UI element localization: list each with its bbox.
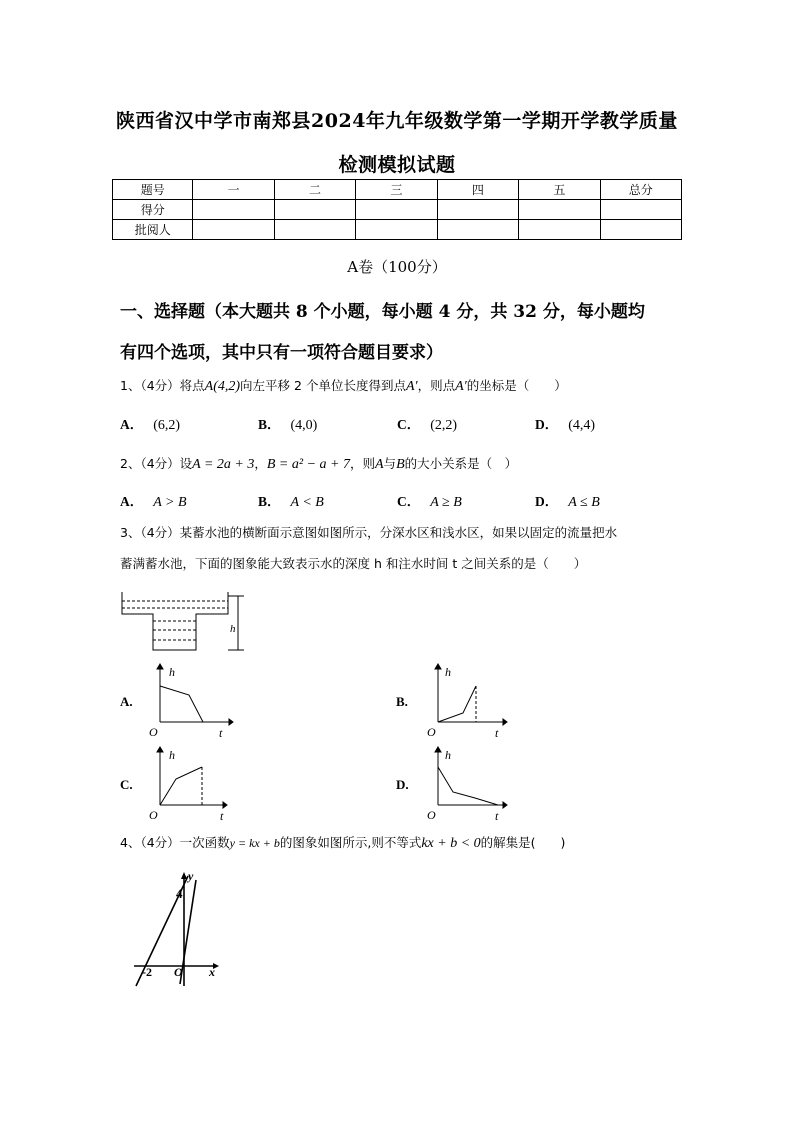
option-label: C． [397,494,421,509]
option-a[interactable] [120,413,180,434]
x-axis-label: x [209,965,215,979]
option-a[interactable] [120,490,187,511]
table-header-cell: 二 [274,180,355,200]
option-value: A < B [290,495,324,510]
option-value: (2,2) [430,418,458,433]
pool-diagram [118,588,248,654]
score-table-header-row [113,180,682,200]
option-d[interactable] [535,490,600,511]
origin-label: O [427,725,436,739]
x-axis-label: t [219,726,223,740]
page-title: 陕西省汉中学市南郑县2024年九年级数学第一学期开学教学质量 [116,110,678,132]
y-axis-label: h [445,665,451,679]
option-b[interactable] [258,413,317,434]
q2-var-a: A [374,457,384,472]
y-axis-label: h [169,748,175,762]
option-value: A ≤ B [568,495,600,510]
origin-label: O [149,808,158,822]
graph-b[interactable] [423,662,513,740]
option-value: (6,2) [153,418,181,433]
section-heading: 一、选择题（本大题共 8 个小题，每小题 4 分，共 32 分，每小题均 [120,302,645,322]
q4-inequality: kx + b < 0 [421,836,481,851]
q1-point-image: A′ [455,379,467,394]
graph-d[interactable] [423,745,513,823]
origin-label: O [174,965,183,979]
y-axis-label: h [445,748,451,762]
question-1 [120,376,567,395]
row-label: 得分 [113,200,193,220]
score-cell[interactable] [356,220,437,240]
table-header-cell: 三 [356,180,437,200]
q1-prefix: 1、（4分）将点 [120,378,205,393]
table-header-cell: 题号 [113,180,193,200]
table-header-cell: 总分 [600,180,681,200]
score-cell[interactable] [600,220,681,240]
score-cell[interactable] [274,200,355,220]
score-cell[interactable] [519,220,600,240]
score-cell[interactable] [193,200,274,220]
question-3-line2: 蓄满蓄水池，下面的图象能大致表示水的深度 h 和注水时间 t 之间关系的是（ ） [120,556,587,571]
q1-suffix: 的坐标是（ ） [466,378,567,393]
option-d[interactable] [535,413,595,434]
q2-expr-b: B = a² − a + 7 [266,457,350,472]
q2-prefix: 2、（4分）设 [120,456,193,471]
q2-suffix: 的大小关系是（ ） [404,456,518,471]
graph-c-label[interactable]: C. [120,777,133,792]
x-axis-label: t [495,726,499,740]
y-axis-label: y [188,869,194,883]
option-label: A． [120,494,144,509]
option-value: (4,0) [290,418,318,433]
q4-mid: 的图象如图所示,则不等式 [279,835,422,850]
q4-prefix: 4、（4分）一次函数 [120,835,230,850]
score-cell[interactable] [356,200,437,220]
page-title-line2: 检测模拟试题 [338,154,456,176]
graph-b-curve [438,686,476,722]
option-label: A． [120,417,144,432]
score-cell[interactable] [437,200,518,220]
table-row [113,220,682,240]
option-label: D． [535,417,559,432]
pool-h-label: h [230,623,236,635]
q1-point-image: A′ [405,379,418,394]
score-table [112,179,682,240]
x-axis-label: t [495,809,499,823]
table-header-cell: 五 [519,180,600,200]
q2-expr-a: A = 2a + 3 [192,457,255,472]
q1-point: A(4,2) [204,379,241,394]
score-cell[interactable] [274,220,355,240]
y-axis-label: h [169,665,175,679]
option-value: (4,4) [568,418,596,433]
q2-var-b: B [396,457,405,472]
graph-a-curve [160,686,203,722]
q4-suffix: 的解集是( ) [480,835,566,850]
y-intercept-label: 4 [176,886,183,901]
option-value: A ≥ B [430,495,462,510]
table-row [113,200,682,220]
graph-d-label[interactable]: D. [396,777,409,792]
q2-and: 与 [383,456,397,471]
option-b[interactable] [258,490,324,511]
option-label: D． [535,494,559,509]
graph-b-label[interactable]: B. [396,694,408,709]
score-cell[interactable] [193,220,274,240]
score-cell[interactable] [519,200,600,220]
option-label: B． [258,417,281,432]
q4-func: y = kx + b [229,836,280,850]
option-c[interactable] [397,413,457,434]
q1-mid2: ，则点 [417,378,456,393]
question-3-line1: 3、（4分）某蓄水池的横断面示意图如图所示，分深水区和浅水区，如果以固定的流量把水 [120,525,618,540]
q2-mid: ，则 [349,456,375,471]
q2-sep: ， [254,456,267,471]
section-heading-line2: 有四个选项，其中只有一项符合题目要求） [120,343,443,363]
graph-c-curve [160,767,202,805]
q1-mid: 向左平移 2 个单位长度得到点 [240,378,406,393]
option-c[interactable] [397,490,462,511]
row-label: 批阅人 [113,220,193,240]
graph-c[interactable] [145,745,235,823]
origin-label: O [427,808,436,822]
x-intercept-label: -2 [142,965,152,979]
graph-a-label[interactable]: A. [120,694,133,709]
option-label: C． [397,417,421,432]
table-header-cell: 四 [437,180,518,200]
graph-d-curve [438,767,498,805]
score-cell[interactable] [600,200,681,220]
score-cell[interactable] [437,220,518,240]
table-header-cell: 一 [193,180,274,200]
option-label: B． [258,494,281,509]
x-axis-label: t [220,809,224,823]
origin-label: O [149,725,158,739]
question-2 [120,454,517,473]
graph-a[interactable] [145,662,235,740]
question-4 [120,833,565,852]
volume-heading: A卷（100分） [347,258,447,276]
option-value: A > B [153,495,187,510]
linear-function-graph [130,866,225,988]
